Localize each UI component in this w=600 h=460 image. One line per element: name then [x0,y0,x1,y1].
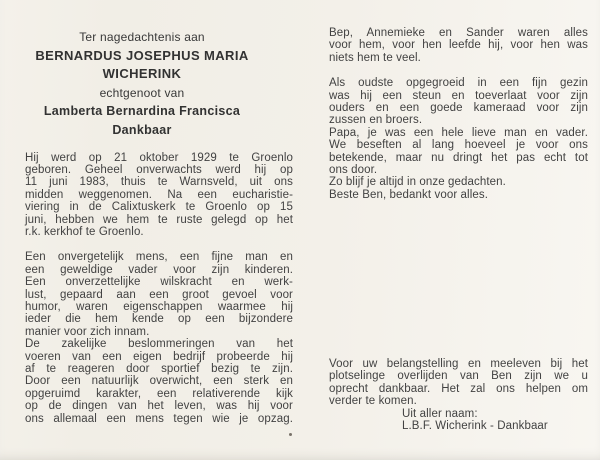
text-line: manier voor zich innam. [25,325,150,338]
relation-line: echtgenoot van [99,85,185,100]
text-line: Zo blijf je altijd in onze gedachten. [329,176,506,189]
text-line: oprecht dankbaar. Het zal ons helpen om [329,382,588,395]
text-line: 11 juni 1983, thuis te Warnsveld, uit ons [25,176,293,189]
text-line: Hij werd op 21 oktober 1929 te Groenlo [25,151,293,164]
text-line: niets hem te veel. [329,51,421,64]
text-line: op de dingen van het leven, was hij voor [25,400,293,413]
text-line: was hij een steun en toeverlaat voor zijn [329,89,588,102]
text-line: Voor uw belangstelling en meeleven bij het [329,358,588,370]
text-line: plotselinge overlijden van Ben zijn we u [329,370,588,383]
paragraph-business-sport [25,338,293,425]
text-line: geboren. Geheel onverwachts werd hij op [25,163,293,176]
text-line: voor hem, voor hen leefde hij, voor hen was [329,39,588,52]
text-line: zussen en broers. [329,114,423,127]
paragraph-birth-death [25,152,293,239]
deceased-name-line1: BERNARDUS JOSEPHUS MARIA [35,47,249,63]
left-page [25,28,293,425]
scan-speck [289,433,292,436]
right-page-lower-text [329,358,588,432]
closing-label: Uit aller naam: [402,407,478,420]
text-line: ons door. [329,164,378,177]
text-line: voeren van een eigen bedrijf probeerde hij [25,350,293,363]
text-line: r.k. kerkhof te Groenlo. [25,226,144,238]
paragraph-character [25,251,293,338]
spouse-name-line2: Dankbaar [112,122,172,137]
signature: L.B.F. Wicherink - Dankbaar [402,420,548,433]
text-line: We beseften al lang hoeveel je voor ons [329,139,588,152]
text-line: Een onverzettelijke wilskracht en werk- [25,276,293,289]
paragraph-family [329,27,588,64]
text-line: betekende, maar nu dringt het pas echt tot [329,151,588,164]
closing-block [402,408,588,433]
text-line: af te reageren door sportief bezig te zijn. [25,363,293,376]
text-line: De zakelijke beslommeringen van het [25,338,293,351]
text-line: Als oudste opgegroeid in een fijn gezin [329,77,588,90]
text-line: ouders en een goede kameraad voor zijn [329,102,588,115]
text-line: Door een natuurlijk overwicht, een sterk en [25,375,293,388]
text-line: Een onvergetelijk mens, een fijne man en [25,251,293,264]
dedication-line: Ter nagedachtenis aan [79,30,205,44]
text-line: humor, waren eigenschappen waarmee hij [25,301,293,314]
text-line: Papa, je was een hele lieve man en vader. [329,126,588,139]
memorial-header [25,28,259,140]
text-line: verder te komen. [329,395,417,408]
text-line: juni, hebben we hem te ruste gelegd op het [25,213,293,226]
text-line: opgeruimd karakter, een relativerende kijk [25,387,293,400]
text-line: Beste Ben, bedankt voor alles. [329,188,488,201]
right-page-upper-text [329,27,588,201]
text-line: een geweldige vader voor zijn kinderen. [25,263,293,276]
spouse-name-line1: Lamberta Bernardina Francisca [43,104,241,119]
paragraph-thanks [329,358,588,408]
deceased-name-line2: WICHERINK [102,66,182,82]
text-line: viering in de Calixtuskerk te Groenlo op 15 [25,201,293,214]
text-line: lust, gepaard aan een groot gevoel voor [25,288,293,301]
text-line: Bep, Annemieke en Sander waren alles [329,27,588,39]
paragraph-eldest-papa [329,77,588,201]
text-line: ieder die hem kende op een bijzondere [25,313,293,326]
left-page-text [25,152,293,426]
text-line: ons allemaal een mens tegen wie je opzag. [25,412,293,425]
text-line: midden weggenomen. Na een eucharistie- [25,188,293,201]
